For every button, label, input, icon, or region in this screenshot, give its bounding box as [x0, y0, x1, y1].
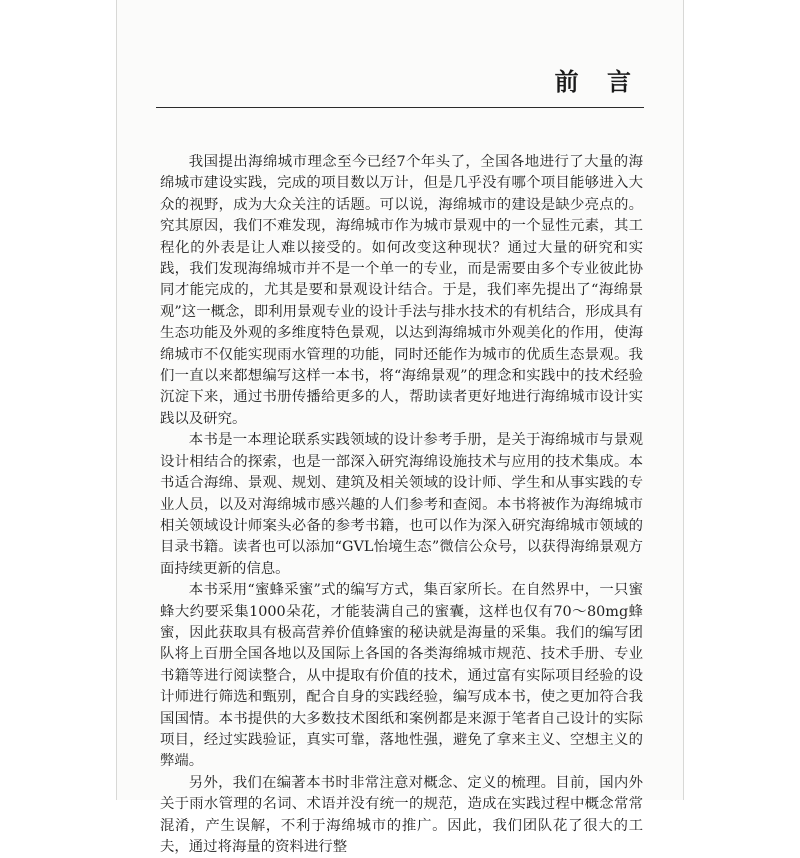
paragraph-2: 本书是一本理论联系实践领域的设计参考手册，是关于海绵城市与景观设计相结合的探索，也是一部深入研究海绵设施技术与应用的技术集成。本书适合海绵、景观、规划、建筑及相关领域的设计师、学生和从事实践的专业人员，以及对海绵城市感兴趣的人们参考和查阅。本书将被作为海绵城市相关领域设计师案头必备的参考书籍，也可以作为深入研究海绵城市领域的目录书籍。读者也可以添加“GVL怡境生态”微信公众号，以获得海绵景观方面持续更新的信息。 [160, 432, 643, 577]
page-title: 前 言 [554, 68, 641, 96]
paragraph-4: 另外，我们在编著本书时非常注意对概念、定义的梳理。目前，国内外关于雨水管理的名词、术语并没有统一的规范，造成在实践过程中概念常常混淆，产生误解，不利于海绵城市的推广。因此，我们团队花了很大的工夫，通过将海量的资料进行整 [160, 774, 643, 855]
book-page [117, 0, 683, 855]
preface-body [160, 152, 643, 858]
title-divider [156, 107, 644, 108]
paragraph-3: 本书采用“蜜蜂采蜜”式的编写方式，集百家所长。在自然界中，一只蜜蜂大约要采集1000朵花，才能装满自己的蜜囊，这样也仅有70～80mg蜂蜜，因此获取具有极高营养价值蜂蜜的秘诀就是海量的采集。我们的编写团队将上百册全国各地以及国际上各国的各类海绵城市规范、技术手册、专业书籍等进行阅读整合，从中提取有价值的技术，通过富有实际项目经验的设计师进行筛选和甄别，配合自身的实践经验，编写成本书，使之更加符合我国国情。本书提供的大多数技术图纸和案例都是来源于笔者自己设计的实际项目，经过实践验证，真实可靠，落地性强，避免了拿来主义、空想主义的弊端。 [160, 582, 643, 770]
paragraph-1: 我国提出海绵城市理念至今已经7个年头了，全国各地进行了大量的海绵城市建设实践，完成的项目数以万计，但是几乎没有哪个项目能够进入大众的视野，成为大众关注的话题。可以说，海绵城市的建设是缺少亮点的。究其原因，我们不难发现，海绵城市作为城市景观中的一个显性元素，其工程化的外表是让人难以接受的。如何改变这种现状？通过大量的研究和实践，我们发现海绵城市并不是一个单一的专业，而是需要由多个专业彼此协同才能完成的，尤其是要和景观设计结合。于是，我们率先提出了“海绵景观”这一概念，即利用景观专业的设计手法与排水技术的有机结合，形成具有生态功能及外观的多维度特色景观，以达到海绵城市外观美化的作用，使海绵城市不仅能实现雨水管理的功能，同时还能作为城市的优质生态景观。我们一直以来都想编写这样一本书，将“海绵景观”的理念和实践中的技术经验沉淀下来，通过书册传播给更多的人，帮助读者更好地进行海绵城市设计实践以及研究。 [160, 154, 643, 427]
